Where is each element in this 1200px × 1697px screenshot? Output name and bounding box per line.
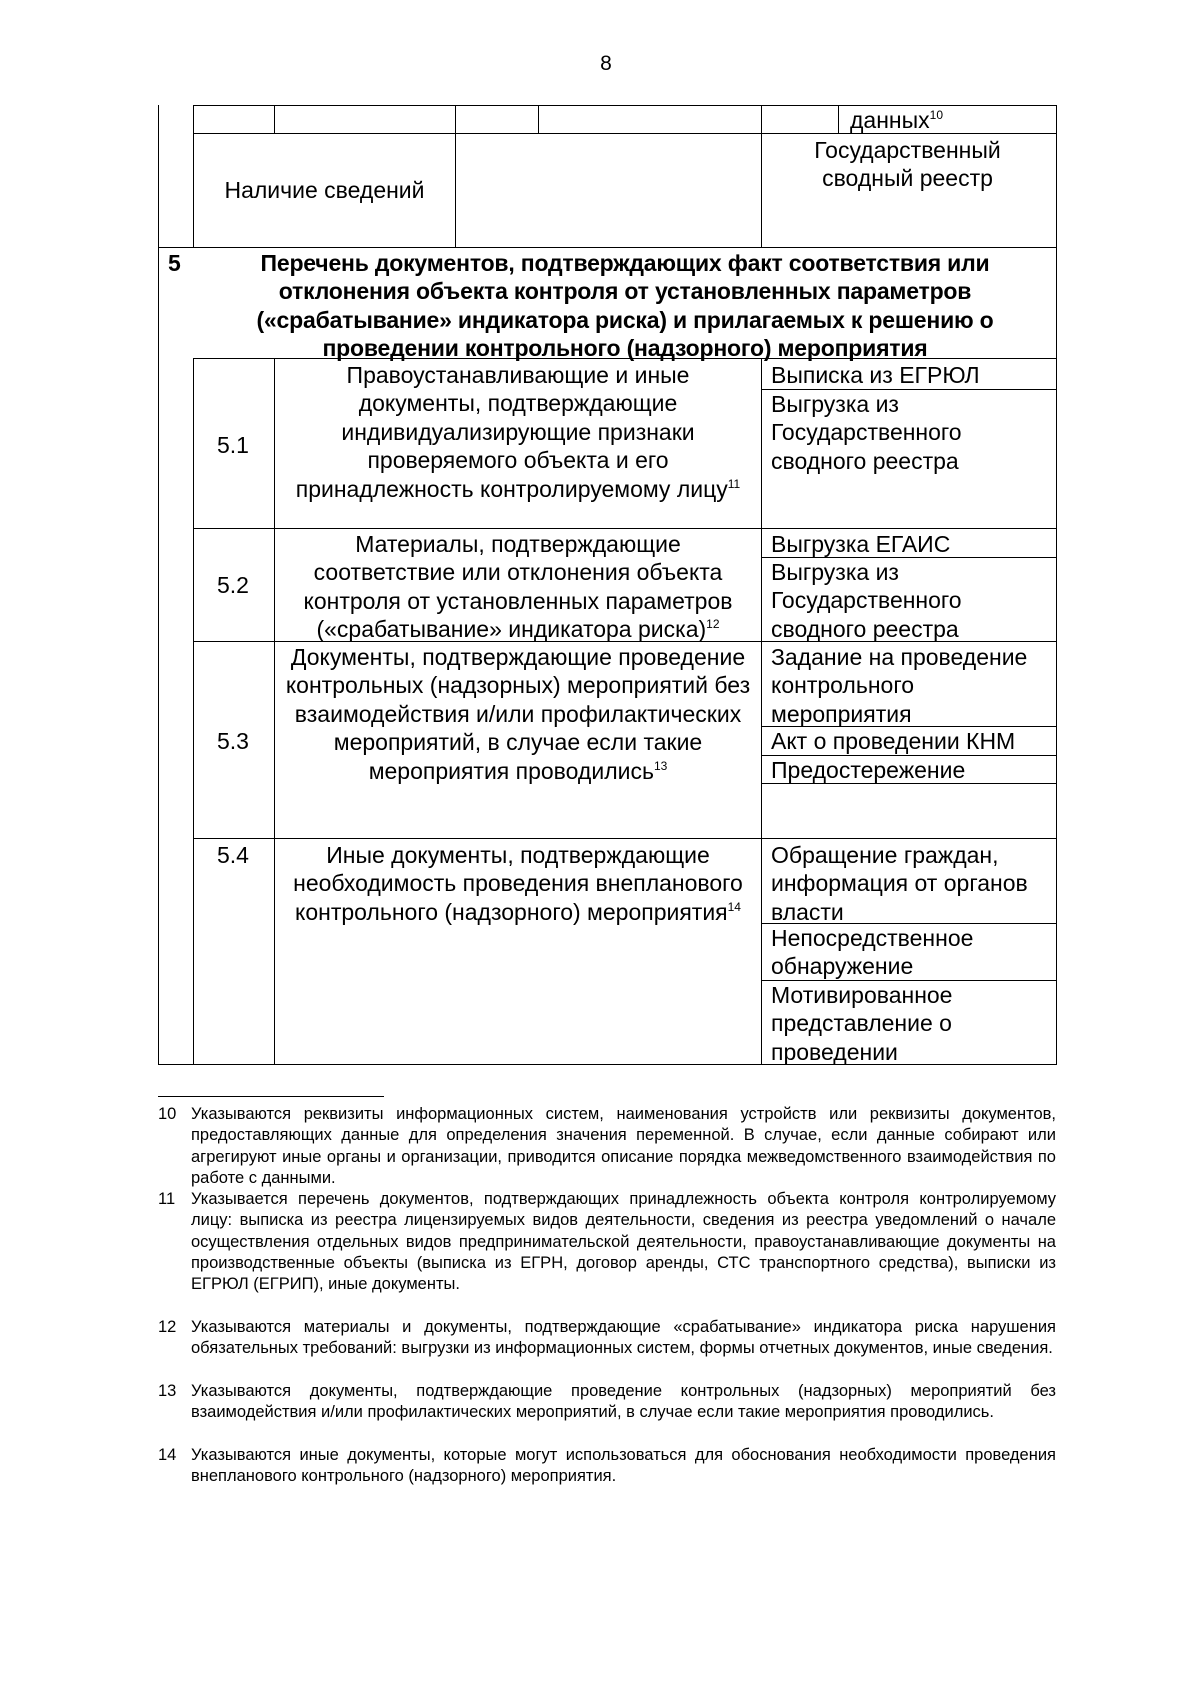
row-number: 5.4: [217, 842, 249, 868]
row-description-text: Документы, подтверждающие проведение контрольных (надзорных) мероприятий без взаимодействия и/или профилактических мероприятий, в случае если такие мероприятия проводились: [285, 644, 751, 784]
source-cell: Выгрузка из Государственного сводного реестра: [771, 391, 962, 474]
footnote-ref: 11: [727, 476, 741, 491]
footnote-text: Указывается перечень документов, подтверждающих принадлежность объекта контроля контролируемому лицу: выписка из реестра лицензируемых видов деятельности, сведения из реестра уведомлений о начале осуществления отдельных видов предпринимательской деятельности, правоустанавливающие документы на производственные объекты (выписка из ЕГРН, договор аренды, СТС транспортного средства), выписки из ЕГРЮЛ (ЕГРИП), иные документы.: [191, 1190, 1056, 1294]
source-cell: Предостережение: [771, 757, 966, 783]
source-cell: Обращение граждан, информация от органов власти: [771, 842, 1028, 925]
table-divider: [193, 528, 1057, 529]
footnote: [158, 1445, 1056, 1488]
footnote: [158, 1317, 1056, 1360]
source-cell: Непосредственное обнаружение: [771, 925, 974, 980]
table-divider: [274, 105, 275, 133]
table-divider: [838, 105, 839, 133]
table-divider: [193, 358, 194, 1065]
data-label: данных: [850, 107, 930, 133]
row-number: 5.1: [217, 432, 249, 458]
source-cell: Задание на проведение контрольного мероприятия: [771, 644, 1028, 727]
section-number: 5: [168, 250, 181, 276]
row-number: 5.3: [217, 728, 249, 754]
table-divider: [158, 247, 1057, 248]
source-cell: Выгрузка ЕГАИС: [771, 531, 951, 557]
row-description: [280, 841, 756, 926]
row-description-text: Материалы, подтверждающие соответствие или отклонения объекта контроля от установленных параметров («срабатывание» индикатора риска): [303, 531, 733, 643]
footnote-text: Указываются документы, подтверждающие проведение контрольных (надзорных) мероприятий без взаимодействия и/или профилактических мероприятий, в случае если такие мероприятия проводились.: [191, 1382, 1056, 1422]
footnote-number: 12: [158, 1318, 177, 1336]
row-description-text: Правоустанавливающие и иные документы, подтверждающие индивидуализирующие признаки проверяемого объекта и его принадлежность контролируемому лицу: [295, 362, 728, 502]
row-number: 5.2: [217, 572, 249, 598]
footnote: [158, 1381, 1056, 1424]
table-divider: [761, 105, 762, 247]
footnote-ref: 13: [653, 758, 668, 773]
footnote-text: Указываются реквизиты информационных систем, наименования устройств или реквизиты документов, предоставляющих данные для определения значения переменной. В случае, если данные собирают или агрегируют иные органы и организации, приводится описание порядка межведомственного взаимодействия по работе с данными.: [191, 1105, 1056, 1187]
data-label-cell: [850, 106, 1050, 134]
footnote-text: Указываются материалы и документы, подтверждающие «срабатывание» индикатора риска нарушения обязательных требований: выгрузки из информационных систем, формы отчетных документов, иные сведения.: [191, 1318, 1056, 1358]
footnote-ref: 14: [727, 899, 741, 914]
footnote-ref: 10: [929, 108, 944, 122]
registry-label: Государственный сводный реестр: [814, 137, 1001, 192]
row-description: [285, 361, 751, 503]
table-divider: [193, 838, 1057, 839]
footnote-number: 10: [158, 1105, 177, 1123]
section-title: Перечень документов, подтверждающих факт соответствия или отклонения объекта контроля от установленных параметров («срабатывание» индикатора риска) и прилагаемых к решению о проведении контрольного (надзорного) мероприятия: [256, 250, 994, 362]
footnote-ref: 12: [706, 617, 720, 632]
source-cell: Выписка из ЕГРЮЛ: [771, 362, 980, 388]
row-description: [285, 643, 751, 785]
row-description: [285, 530, 751, 644]
footnote-text: Указываются иные документы, которые могут использоваться для обоснования необходимости проведения внепланового контрольного (надзорного) мероприятия.: [191, 1446, 1056, 1486]
table-divider: [455, 105, 456, 247]
row-description-text: Иные документы, подтверждающие необходимость проведения внепланового контрольного (надзорного) мероприятия: [293, 842, 743, 925]
source-cell: Акт о проведении КНМ: [771, 728, 1016, 754]
table-divider: [538, 105, 539, 133]
footnote-number: 14: [158, 1446, 177, 1464]
footnote-number: 11: [158, 1190, 176, 1208]
table-divider: [274, 358, 275, 1065]
source-cell: Выгрузка из Государственного сводного реестра: [771, 559, 962, 642]
availability-label: Наличие сведений: [224, 177, 425, 203]
page-number: 8: [600, 52, 612, 75]
footnote: [158, 1189, 1056, 1295]
footnote-number: 13: [158, 1382, 177, 1400]
footnote: [158, 1104, 1056, 1189]
source-cell: Мотивированное представление о проведении: [771, 982, 953, 1065]
footnote-separator: [158, 1096, 384, 1097]
table-divider: [761, 358, 762, 1065]
